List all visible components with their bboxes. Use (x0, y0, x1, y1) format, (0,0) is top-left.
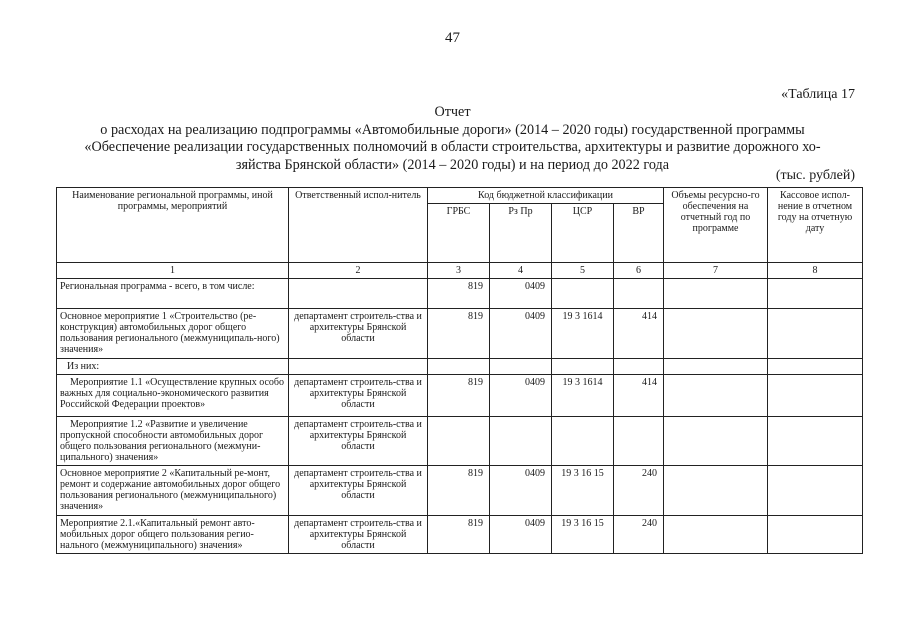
row-executor: департамент строитель-ства и архитектуры Брянской области (289, 309, 428, 359)
col-number: 2 (289, 263, 428, 279)
row-csr: 19 3 16 15 (552, 516, 614, 554)
row-executor: департамент строитель-ства и архитектуры Брянской области (289, 375, 428, 417)
row-grbs: 819 (428, 375, 490, 417)
header-executor: Ответственный испол-нитель (289, 188, 428, 263)
row-name: Мероприятие 1.1 «Осуществление крупных особо важных для социально-экономического развития Российской Федерации проектов» (57, 375, 289, 417)
col-number: 7 (664, 263, 768, 279)
row-volume (664, 516, 768, 554)
row-cash (768, 417, 863, 466)
header-volume: Объемы ресурсно-го обеспечения на отчетный год по программе (664, 188, 768, 263)
row-cash (768, 279, 863, 309)
table-reference: «Таблица 17 (781, 87, 855, 102)
row-executor: департамент строитель-ства и архитектуры Брянской области (289, 516, 428, 554)
row-executor (289, 279, 428, 309)
row-vr (614, 417, 664, 466)
row-grbs: 819 (428, 309, 490, 359)
table-row (57, 417, 863, 466)
row-csr: 19 3 1614 (552, 309, 614, 359)
row-vr: 240 (614, 466, 664, 516)
row-grbs: 819 (428, 466, 490, 516)
row-name: Основное мероприятие 1 «Строительство (ре-конструкция) автомобильных дорог общего пользования регионального (межмуниципаль-ного) значения» (57, 309, 289, 359)
col-number: 1 (57, 263, 289, 279)
row-grbs (428, 359, 490, 375)
row-executor: департамент строитель-ства и архитектуры Брянской области (289, 417, 428, 466)
row-rzpr (490, 417, 552, 466)
row-name: Мероприятие 1.2 «Развитие и увеличение пропускной способности автомобильных дорог общего пользования регионального (межмуни-ципального) значения» (57, 417, 289, 466)
header-vr: ВР (614, 204, 664, 263)
row-cash (768, 375, 863, 417)
page-number: 47 (445, 30, 460, 46)
row-name: Из них: (57, 359, 289, 375)
row-cash (768, 359, 863, 375)
expense-report-table (56, 187, 863, 554)
header-cash: Кассовое испол-нение в отчетном году на отчетную дату (768, 188, 863, 263)
header-rzpr: Рз Пр (490, 204, 552, 263)
header-budget-code: Код бюджетной классификации (428, 188, 664, 204)
row-csr (552, 279, 614, 309)
units-label: (тыс. рублей) (775, 168, 855, 183)
row-vr (614, 359, 664, 375)
row-csr (552, 359, 614, 375)
row-csr (552, 417, 614, 466)
col-number: 5 (552, 263, 614, 279)
col-number: 4 (490, 263, 552, 279)
row-rzpr: 0409 (490, 309, 552, 359)
row-volume (664, 466, 768, 516)
row-csr: 19 3 16 15 (552, 466, 614, 516)
row-executor (289, 359, 428, 375)
title-line: зяйства Брянской области» (2014 – 2020 годы) и на период до 2022 года (235, 156, 670, 173)
row-volume (664, 375, 768, 417)
title-line: Отчет (434, 104, 471, 120)
row-rzpr: 0409 (490, 279, 552, 309)
row-cash (768, 309, 863, 359)
row-name: Основное мероприятие 2 «Капитальный ре-монт, ремонт и содержание автомобильных дорог общего пользования регионального (межмуниципального) значения» (57, 466, 289, 516)
row-volume (664, 359, 768, 375)
row-name: Региональная программа - всего, в том числе: (57, 279, 289, 309)
row-vr: 240 (614, 516, 664, 554)
row-grbs: 819 (428, 279, 490, 309)
row-vr: 414 (614, 375, 664, 417)
column-numbers-row (57, 263, 863, 279)
table-row (57, 309, 863, 359)
row-cash (768, 466, 863, 516)
row-volume (664, 309, 768, 359)
col-number: 6 (614, 263, 664, 279)
row-rzpr: 0409 (490, 516, 552, 554)
row-rzpr (490, 359, 552, 375)
row-grbs (428, 417, 490, 466)
header-grbs: ГРБС (428, 204, 490, 263)
header-name: Наименование региональной программы, иной программы, мероприятий (57, 188, 289, 263)
row-executor: департамент строитель-ства и архитектуры Брянской области (289, 466, 428, 516)
table-row (57, 375, 863, 417)
table-row (57, 359, 863, 375)
row-vr: 414 (614, 309, 664, 359)
row-rzpr: 0409 (490, 375, 552, 417)
col-number: 3 (428, 263, 490, 279)
row-cash (768, 516, 863, 554)
row-volume (664, 417, 768, 466)
table-row (57, 516, 863, 554)
table-row (57, 279, 863, 309)
row-rzpr: 0409 (490, 466, 552, 516)
header-csr: ЦСР (552, 204, 614, 263)
row-grbs: 819 (428, 516, 490, 554)
row-csr: 19 3 1614 (552, 375, 614, 417)
title-line: о расходах на реализацию подпрограммы «Автомобильные дороги» (2014 – 2020 годы) государственной программы (100, 121, 805, 138)
row-volume (664, 279, 768, 309)
report-title (50, 104, 855, 174)
title-line: «Обеспечение реализации государственных полномочий в области строительства, архитектуры и развитие дорожного хо- (84, 139, 821, 155)
row-vr (614, 279, 664, 309)
table-row (57, 466, 863, 516)
row-name: Мероприятие 2.1.«Капитальный ремонт авто-мобильных дорог общего пользования регио-нального (межмуниципального) значения» (57, 516, 289, 554)
col-number: 8 (768, 263, 863, 279)
